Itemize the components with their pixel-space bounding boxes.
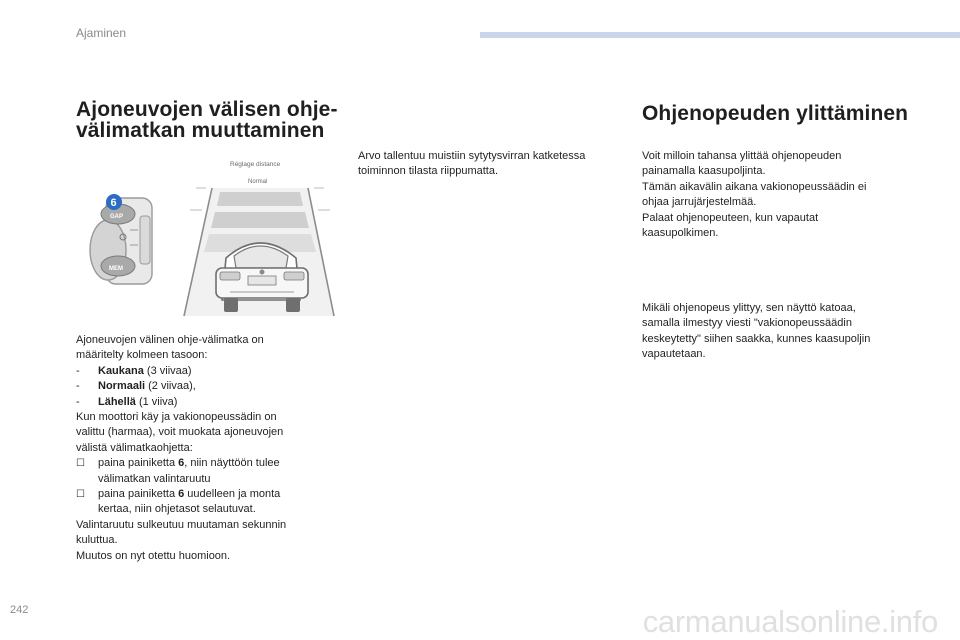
level-name: Normaali bbox=[98, 380, 146, 393]
middle-note bbox=[358, 149, 630, 180]
para-2-line-1: Kun moottori käy ja vakionopeussädin on bbox=[76, 411, 277, 424]
right-p1-line: Tämän aikavälin aikana vakionopeussäädin ei bbox=[642, 180, 867, 193]
right-p2-line: vapautetaan. bbox=[642, 348, 706, 361]
step-item bbox=[76, 487, 346, 518]
mem-label: MEM bbox=[109, 266, 123, 272]
step-button-number: 6 bbox=[178, 488, 185, 501]
right-p1-line: painamalla kaasupoljinta. bbox=[642, 165, 766, 178]
screen-title: Réglage distance bbox=[230, 161, 281, 168]
level-item bbox=[76, 364, 346, 379]
level-name: Lähellä bbox=[98, 395, 136, 408]
distance-illustration bbox=[84, 150, 340, 326]
para-4: Muutos on nyt otettu huomioon. bbox=[76, 549, 231, 562]
right-p1-line: Palaat ohjenopeuteen, kun vapautat bbox=[642, 211, 819, 224]
intro-line-1: Ajoneuvojen välinen ohje-välimatka on bbox=[76, 334, 264, 346]
step-item bbox=[76, 456, 346, 487]
para-2-line-3: välistä välimatkaohjetta: bbox=[76, 441, 193, 454]
intro-line-2: määritelty kolmeen tasoon: bbox=[76, 349, 208, 362]
level-detail: (2 viivaa), bbox=[145, 380, 196, 393]
right-para-1 bbox=[642, 149, 942, 241]
level-bullet: - bbox=[76, 364, 80, 377]
right-p2-line: Mikäli ohjenopeus ylittyy, sen näyttö katoaa, bbox=[642, 302, 856, 314]
middle-line-1: Arvo tallentuu muistiin sytytysvirran katketessa bbox=[358, 150, 586, 162]
step-button-number: 6 bbox=[178, 457, 185, 470]
level-bullet: - bbox=[76, 380, 80, 393]
button-6-badge bbox=[106, 194, 122, 210]
level-detail: (1 viiva) bbox=[135, 395, 178, 408]
step-text-pre: paina painiketta bbox=[98, 457, 179, 470]
page-number: 242 bbox=[10, 604, 29, 616]
right-p1-line: ohjaa jarrujärjestelmää. bbox=[642, 196, 757, 209]
level-item bbox=[76, 379, 346, 394]
step-text-post: , niin näyttöön tulee bbox=[184, 457, 280, 470]
para-2-line-2: valittu (harmaa), voit muokata ajoneuvojen bbox=[76, 426, 284, 439]
steering-stalk bbox=[90, 198, 152, 284]
para-3-line-1: Valintaruutu sulkeutuu muutaman sekunnin bbox=[76, 518, 287, 531]
level-detail: (3 viivaa) bbox=[143, 364, 192, 377]
illustration bbox=[84, 150, 340, 326]
level-name: Kaukana bbox=[98, 364, 144, 377]
checkbox-icon: ☐ bbox=[76, 458, 85, 470]
right-p2-line: samalla ilmestyy viesti "vakionopeussäädin bbox=[642, 317, 852, 330]
right-p2-line: keskeytetty" siihen saakka, kunnes kaasupoljin bbox=[642, 332, 871, 345]
header-bar bbox=[480, 32, 960, 38]
step-text-line-2: välimatkan valintaruutu bbox=[98, 472, 211, 485]
badge-number: 6 bbox=[110, 197, 117, 209]
distance-bar-1 bbox=[217, 192, 303, 206]
right-p1-line: Voit milloin tahansa ylittää ohjenopeuden bbox=[642, 150, 842, 162]
left-title-line-1: Ajoneuvojen välisen ohje- bbox=[76, 98, 338, 121]
screen-level: Normal bbox=[248, 179, 268, 185]
step-text-post: uudelleen ja monta bbox=[184, 488, 281, 501]
para-3-line-2: kuluttua. bbox=[76, 534, 118, 547]
left-title bbox=[76, 99, 346, 141]
step-text-pre: paina painiketta bbox=[98, 488, 179, 501]
middle-line-2: toiminnon tilasta riippumatta. bbox=[358, 165, 499, 178]
right-p1-line: kaasupolkimen. bbox=[642, 227, 719, 240]
watermark-link[interactable]: carmanualsonline.info bbox=[642, 604, 938, 639]
checkbox-icon: ☐ bbox=[76, 489, 85, 501]
level-item bbox=[76, 395, 346, 410]
right-title: Ohjenopeuden ylittäminen bbox=[642, 102, 909, 125]
distance-bar-2 bbox=[211, 212, 309, 228]
gap-label: GAP bbox=[110, 214, 124, 220]
left-body bbox=[76, 333, 346, 564]
step-text-line-2: kertaa, niin ohjetasot selautuvat. bbox=[98, 503, 256, 516]
left-title-line-2: välimatkan muuttaminen bbox=[76, 119, 325, 142]
level-bullet: - bbox=[76, 395, 80, 408]
right-para-2 bbox=[642, 301, 942, 363]
section-label: Ajaminen bbox=[76, 26, 127, 40]
